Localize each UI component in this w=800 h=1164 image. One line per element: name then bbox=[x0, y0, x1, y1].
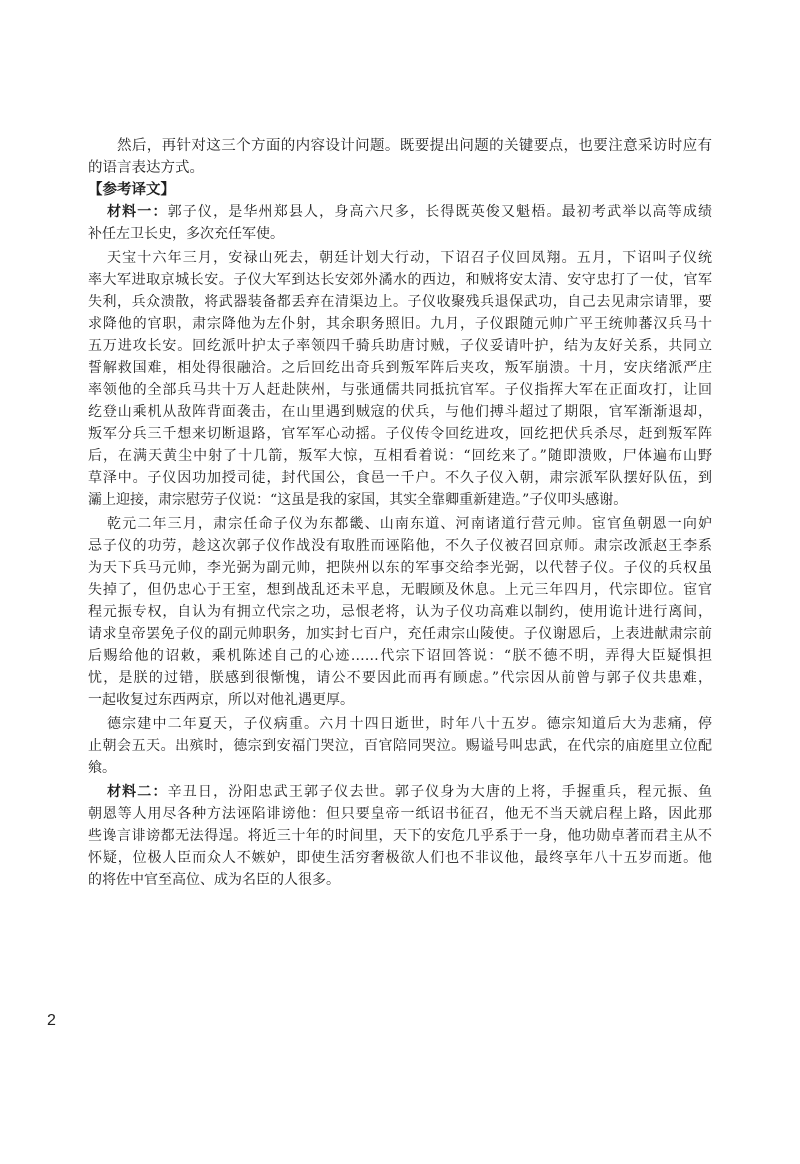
text-line: 纥登山乘机从敌阵背面袭击，在山里遇到贼寇的伏兵，与他们搏斗超过了期限，官军渐渐退却， bbox=[88, 404, 712, 420]
text-line: 的将佐中官至高位、成为名臣的人很多。 bbox=[88, 872, 340, 888]
text-line: 失利，兵众溃散，将武器装备都丢弃在清渠边上。子仪收聚残兵退保武功，自己去见肃宗请罪，要 bbox=[88, 294, 712, 310]
page-number: 2 bbox=[47, 1012, 56, 1029]
text-line bbox=[88, 781, 712, 803]
text-line: 止朝会五天。出殡时，德宗到安福门哭泣，百官陪同哭泣。赐谥号叫忠武，在代宗的庙庭里立位配 bbox=[88, 738, 712, 754]
text-line: 天宝十六年三月，安禄山死去，朝廷计划大行动，下诏召子仪回凤翔。五月，下诏叫子仪统 bbox=[107, 250, 712, 266]
text-line: 程元振专权，自认为有拥立代宗之功，忌恨老将，认为子仪功高难以制约，使用诡计进行离间， bbox=[88, 604, 712, 620]
text-line-content: 辛丑日，汾阳忠武王郭子仪去世。郭子仪身为大唐的上将，手握重兵，程元振、鱼 bbox=[167, 784, 713, 800]
text-line: 怀疑，位极人臣而众人不嫉妒，即使生活穷奢极欲人们也不非议他，最终享年八十五岁而逝。他 bbox=[88, 850, 712, 866]
text-line: 些谗言诽谤都无法得逞。将近三十年的时间里，天下的安危几乎系于一身，他功勋卓著而君主从不 bbox=[88, 828, 712, 844]
text-line: 朝恩等人用尽各种方法诬陷诽谤他：但只要皇帝一纸诏书征召，他无不当天就启程上路，因此那 bbox=[88, 806, 712, 822]
text-line: 一起收复过东西两京，所以对他礼遇更厚。 bbox=[88, 692, 354, 708]
paragraph bbox=[88, 247, 712, 511]
text-line: 灞上迎接，肃宗慰劳子仪说：“这虽是我的家国，其实全靠卿重新建造。”子仪叩头感谢。 bbox=[88, 492, 628, 508]
text-line: 飨。 bbox=[88, 760, 116, 776]
text-line: 为天下兵马元帅，李光弼为副元帅，把陕州以东的军事交给李光弼，以代替子仪。子仪的兵权虽 bbox=[88, 560, 712, 576]
material-two bbox=[88, 781, 712, 891]
text-line: 然后，再针对这三个方面的内容设计问题。既要提出问题的关键要点，也要注意采访时应有 bbox=[117, 138, 712, 154]
text-line: 请求皇帝罢免子仪的副元帅职务，加实封七百户，充任肃宗山陵使。子仪谢恩后，上表进献肃宗前 bbox=[88, 626, 712, 642]
material-one bbox=[88, 201, 712, 779]
material-one-label: 材料一： bbox=[107, 204, 168, 220]
text-line bbox=[88, 201, 712, 223]
paragraph bbox=[88, 713, 712, 779]
intro-paragraph bbox=[88, 135, 712, 179]
paragraph bbox=[88, 201, 712, 245]
text-line-content: 郭子仪，是华州郑县人，身高六尺多，长得既英俊又魁梧。最初考武举以高等成绩 bbox=[167, 204, 713, 220]
material-two-label: 材料二： bbox=[107, 784, 168, 800]
text-line: 草泽中。子仪因功加授司徒，封代国公，食邑一千户。不久子仪入朝，肃宗派军队摆好队伍，到 bbox=[88, 470, 712, 486]
paragraph bbox=[88, 781, 712, 891]
document-body bbox=[88, 135, 712, 891]
text-line: 五万进攻长安。回纥派叶护太子率领四千骑兵助唐讨贼，子仪妥请叶护，结为友好关系，共同立 bbox=[88, 338, 712, 354]
text-line: 德宗建中二年夏天，子仪病重。六月十四日逝世，时年八十五岁。德宗知道后大为悲痛，停 bbox=[107, 716, 712, 732]
text-line: 求降他的官职，肃宗降他为左仆射，其余职务照旧。九月，子仪跟随元帅广平王统帅蕃汉兵马十 bbox=[88, 316, 712, 332]
text-line: 失掉了，但仍忠心于王室，想到战乱还未平息，无暇顾及休息。上元三年四月，代宗即位。宦官 bbox=[88, 582, 712, 598]
text-line: 率领他的全部兵马共十万人赶赴陕州，与张通儒共同抵抗官军。子仪指挥大军在正面攻打，让回 bbox=[88, 382, 712, 398]
text-line: 率大军进取京城长安。子仪大军到达长安郊外潏水的西边，和贼将安太清、安守忠打了一仗，官军 bbox=[88, 272, 712, 288]
text-line: 誓解救国难，相处得很融洽。之后回纥出奇兵到叛军阵后夹攻，叛军崩溃。十月，安庆绪派严庄 bbox=[88, 360, 712, 376]
section-heading: 【参考译文】 bbox=[88, 181, 175, 198]
text-line: 补任左卫长史，多次充任军使。 bbox=[88, 226, 284, 242]
text-line: 后赐给他的诏敕，乘机陈述自己的心迹……代宗下诏回答说：“朕不德不明，弄得大臣疑惧担 bbox=[88, 648, 712, 664]
text-line: 忧，是朕的过错，朕感到很惭愧，请公不要因此而再有顾虑。”代宗因从前曾与郭子仪共患难， bbox=[88, 670, 712, 686]
text-line: 乾元二年三月，肃宗任命子仪为东都畿、山南东道、河南诸道行营元帅。宦官鱼朝恩一向妒 bbox=[107, 516, 712, 532]
text-line: 的语言表达方式。 bbox=[88, 160, 204, 176]
paragraph bbox=[88, 513, 712, 711]
text-line: 叛军分兵三千想来切断退路，官军军心动摇。子仪传令回纥进攻，回纥把伏兵杀尽，赶到叛军阵 bbox=[88, 426, 712, 442]
text-line: 后，在满天黄尘中射了十几箭，叛军大惊，互相看着说：“回纥来了。”随即溃败，尸体遍布山野 bbox=[88, 448, 712, 464]
text-line: 忌子仪的功劳，趁这次郭子仪作战没有取胜而诬陷他，不久子仪被召回京师。肃宗改派赵王李系 bbox=[88, 538, 712, 554]
